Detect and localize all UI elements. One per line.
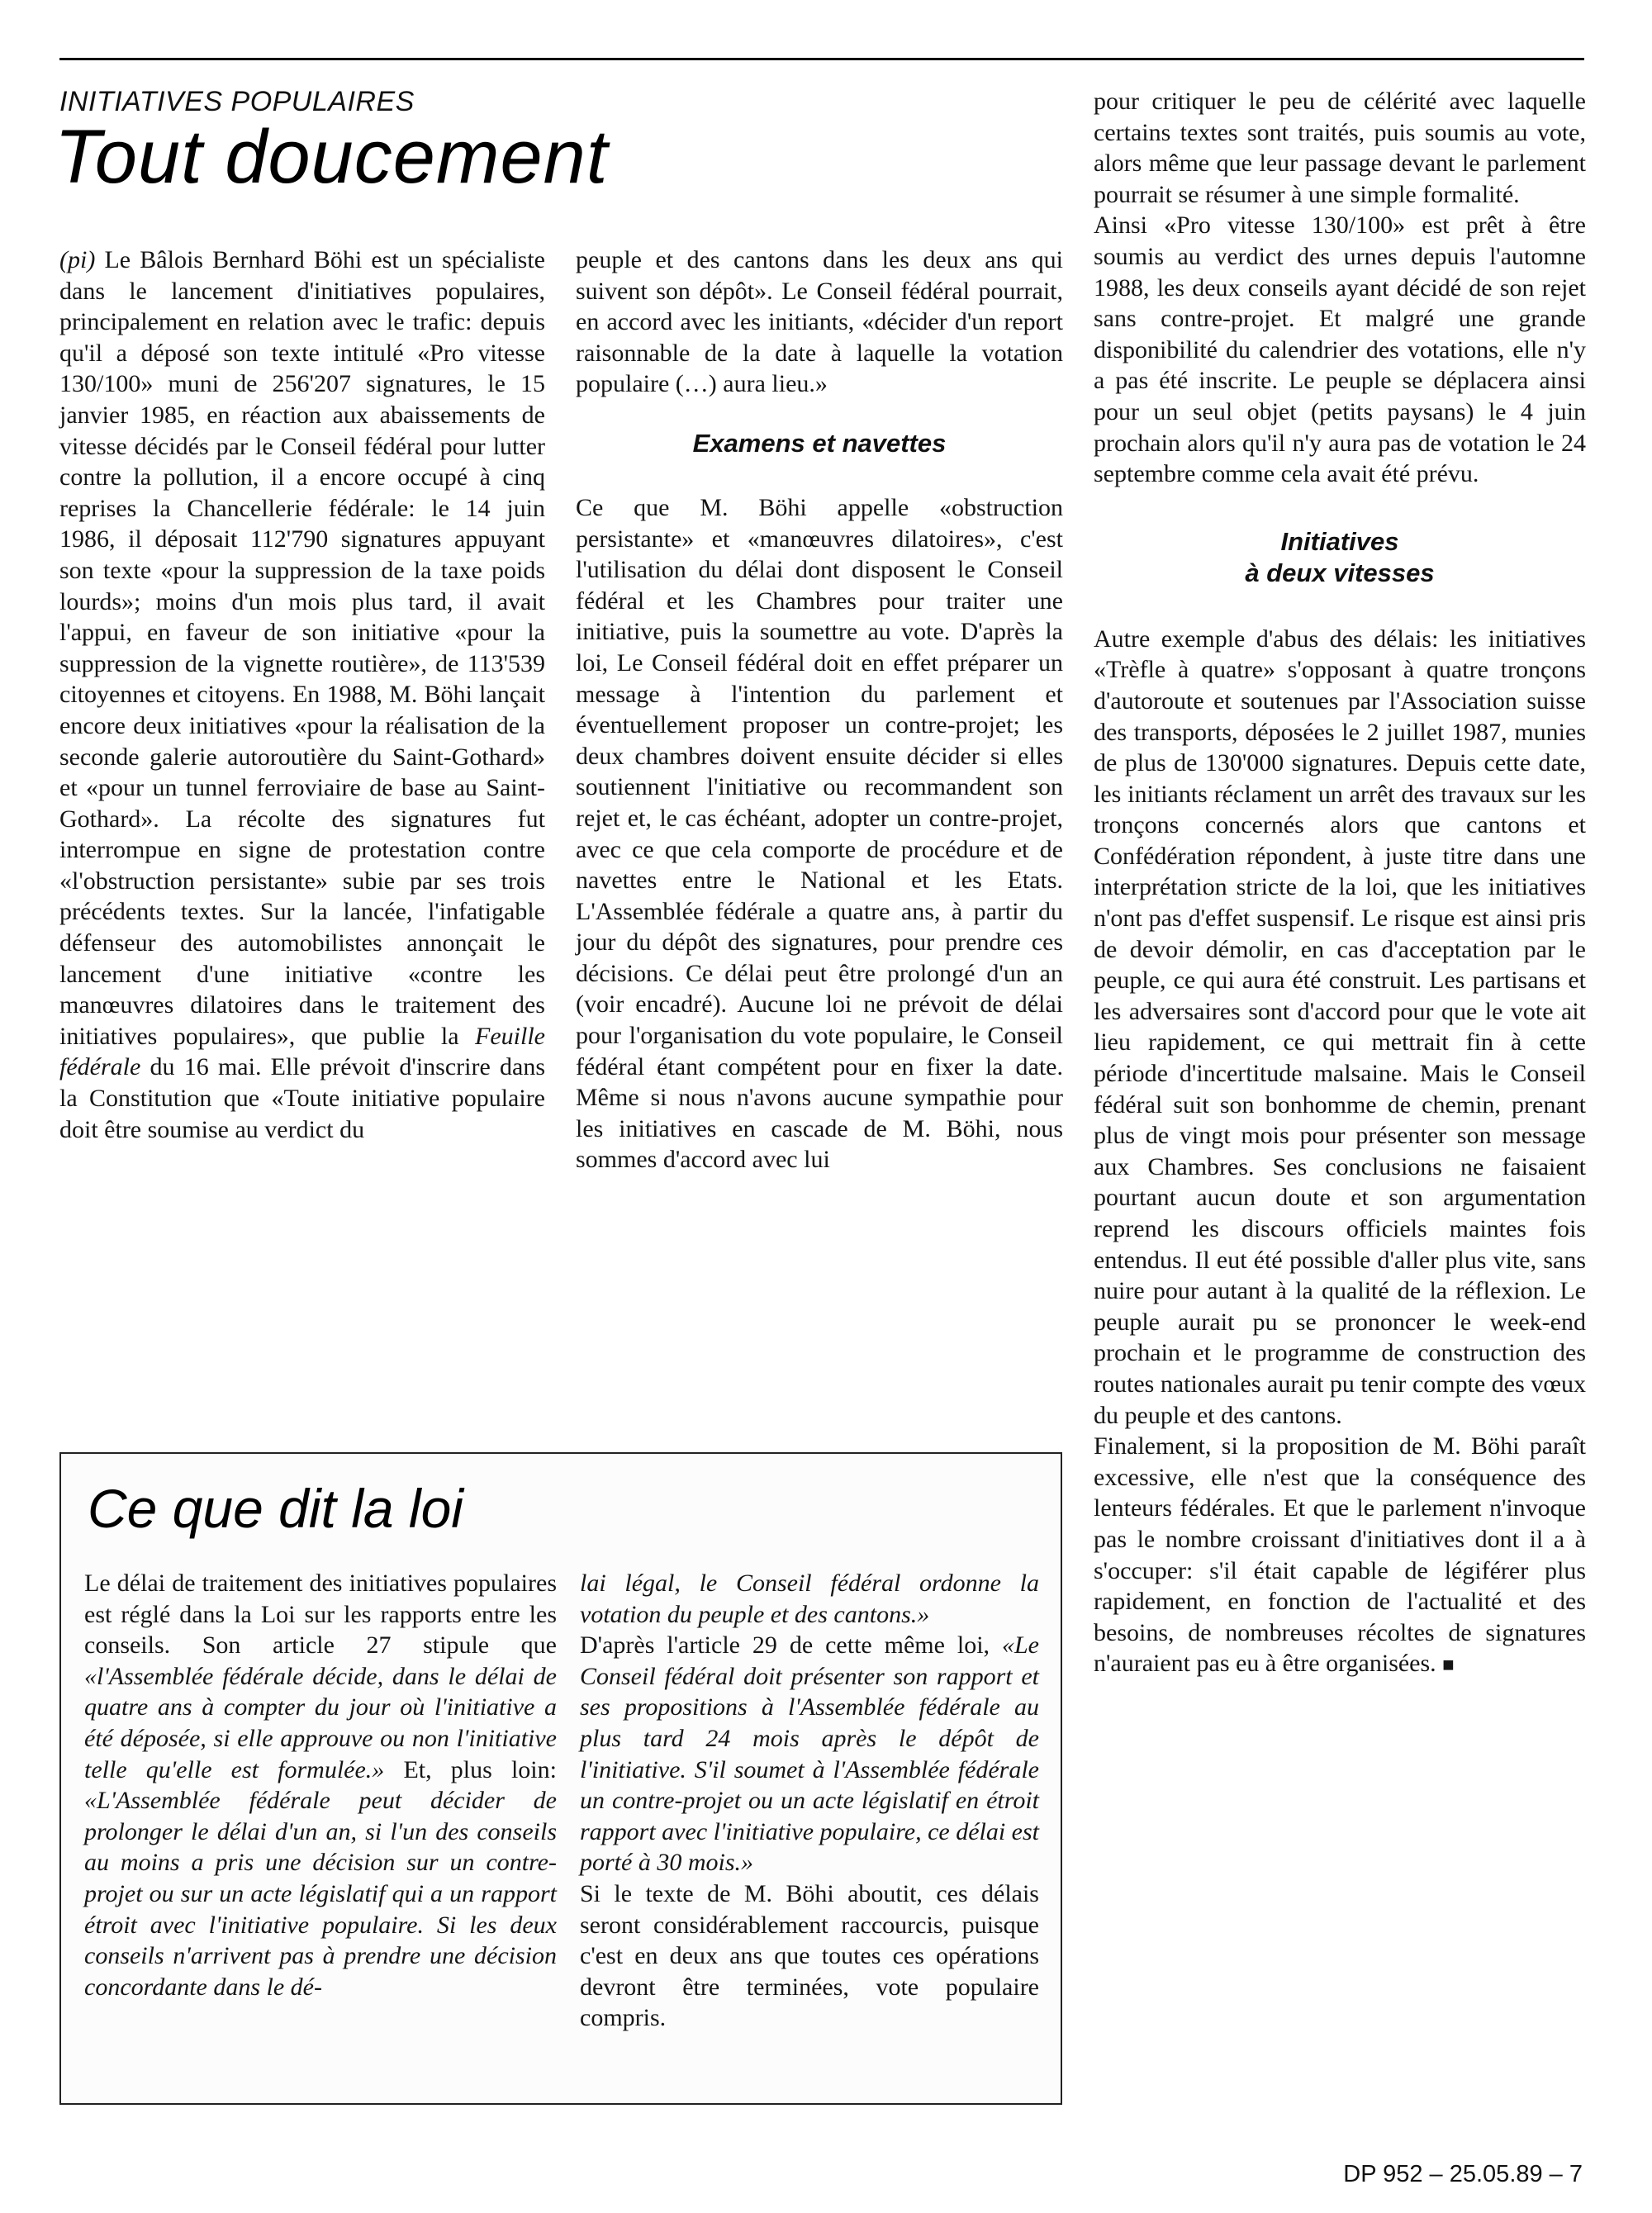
article-title: Tout doucement xyxy=(55,115,609,199)
box-paragraph: Si le texte de M. Böhi aboutit, ces délais seront considérablement raccourcis, puisque c'est en deux ans que toutes ces opérations devront être terminées, vote populaire compris. xyxy=(580,1879,1039,2032)
box-paragraph xyxy=(580,1630,1039,1878)
sidebar-box xyxy=(59,1452,1062,2105)
box-column-2 xyxy=(580,1568,1039,2034)
article-paragraph: Ce que M. Böhi appelle «obstruction persistante» et «manœuvres dilatoires», c'est l'utilisation du délai dont disposent le Conseil fédéral et les Chambres pour traiter une initiative, puis la soumettre au vote. D'après la loi, Le Conseil fédéral doit en effet préparer un message à l'intention du parlement et éventuellement proposer un contre-projet; les deux chambres doivent ensuite décider si elles soutiennent l'initiative ou recommandent son rejet et, le cas échéant, adopter un contre-projet, avec ce que cela comporte de procédure et de navettes entre le National et les Etats. L'Assemblée fédérale a quatre ans, à partir du jour du dépôt des signatures, pour prendre ces décisions. Ce délai peut être prolongé d'un an (voir encadré). Aucune loi ne prévoit de délai pour l'organisation du vote populaire, le Conseil fédéral étant compétent pour en fixer la date. Même si nous n'avons aucune sympathie pour les initiatives en cascade de M. Böhi, nous sommes d'accord avec lui xyxy=(576,493,1063,1174)
publication-name: Feuille fédérale xyxy=(59,1022,545,1081)
law-quote: «L'Assemblée fédérale peut décider de prolonger le délai d'un an, si l'un des conseils au moins a pris une décision sur un contre-projet ou sur un acte législatif qui a un rapport étroit avec l'initiative populaire. Si les deux conseils n'arrivent pas à prendre une décision concordante dans le dé- xyxy=(84,1787,557,2001)
paragraph-text: Finalement, si la proposition de M. Böhi paraît excessive, elle n'est que la conséquence des lenteurs fédérales. Et que le parlement n'invoque pas le nombre croissant d'initiatives dont il a à s'occuper: s'il était capable de légiférer plus rapidement, en fonction de l'actualité et des besoins, de nombreuses récoltes de signatures n'auraient pas eu à être organisées. xyxy=(1094,1432,1586,1678)
article-paragraph xyxy=(59,245,545,1145)
paragraph-text: D'après l'article 29 de cette même loi, xyxy=(580,1631,1002,1660)
article-column-1 xyxy=(59,245,545,1145)
article-column-3 xyxy=(1094,86,1586,1682)
author-initials: (pi) xyxy=(59,246,96,273)
box-title: Ce que dit la loi xyxy=(88,1478,463,1539)
page-footer: DP 952 – 25.05.89 – 7 xyxy=(1343,2161,1583,2187)
article-paragraph: peuple et des cantons dans les deux ans qui suivent son dépôt». Le Conseil fédéral pourrait, en accord avec les initiants, «décider d'un report raisonnable de la date à laquelle la votation populaire (…) aura lieu.» xyxy=(576,246,1063,398)
box-paragraph xyxy=(84,1568,557,2002)
law-quote: «Le Conseil fédéral doit présenter son rapport et ses propositions à l'Assemblée fédérale au plus tard 24 mois après le dépôt de l'initiative. S'il soumet à l'Assemblée fédérale un contre-projet ou un acte législatif en étroit rapport avec l'initiative populaire, ce délai est porté à 30 mois.» xyxy=(580,1631,1040,1877)
subheading-examens: Examens et navettes xyxy=(692,428,947,458)
article-column-2 xyxy=(576,245,1063,1175)
article-paragraph xyxy=(1094,1431,1586,1682)
end-mark: ■ xyxy=(1442,1655,1455,1677)
box-column-1 xyxy=(84,1568,557,2002)
paragraph-text: du 16 mai. Elle prévoit d'inscrire dans la Constitution que «Toute initiative populaire doit être soumise au verdict du xyxy=(59,1053,545,1143)
paragraph-text: Le Bâlois Bernhard Böhi est un spécialiste dans le lancement d'initiatives populaires, principalement en relation avec le trafic: depuis qu'il a déposé son texte intitulé «Pro vitesse 130/100» muni de 256'207 signatures, le 15 janvier 1985, en réaction aux abaissements de vitesse décidés par le Conseil fédéral pour lutter contre la pollution, il a encore occupé à cinq reprises la Chancellerie fédérale: le 14 juin 1986, il déposait 112'790 signatures appuyant son texte «pour la suppression de la taxe poids lourds»; moins d'un mois plus tard, il avait l'appui, en faveur de son initiative «pour la suppression de la vignette routière», de 113'539 citoyennes et citoyens. En 1988, M. Böhi lançait encore deux initiatives «pour la réalisation de la seconde galerie autoroutière du Saint-Gothard» et «pour un tunnel ferroviaire de base au Saint-Gothard». La récolte des signatures fut interrompue en signe de protestation contre «l'obstruction persistante» subie par ses trois précédents textes. Sur la lancée, l'infatigable défenseur des automobilistes annonçait le lancement d'une initiative «contre les manœuvres dilatoires dans le traitement des initiatives populaires», que publie la xyxy=(59,246,545,1050)
law-quote: lai légal, le Conseil fédéral ordonne la votation du peuple et des cantons.» xyxy=(580,1570,1039,1628)
paragraph-text: Le délai de traitement des initiatives populaires est réglé dans la Loi sur les rapports entre les conseils. Son article 27 stipule que xyxy=(84,1570,557,1660)
article-paragraph: Ainsi «Pro vitesse 130/100» est prêt à être soumis au verdict des urnes depuis l'automne 1988, les deux conseils ayant décidé de son rejet sans contre-projet. Et malgré une grande disponibilité du calendrier des votations, elle n'y a pas été inscrite. Le peuple se déplacera ainsi pour un seul objet (petits paysans) le 4 juin prochain alors qu'il n'y aura pas de votation le 24 septembre comme cela avait été prévu. xyxy=(1094,211,1586,488)
top-rule xyxy=(59,58,1584,60)
subheading-line: à deux vitesses xyxy=(1245,558,1435,587)
subheading-initiatives xyxy=(1094,526,1586,589)
subheading-line: Initiatives xyxy=(1280,526,1399,556)
article-paragraph: pour critiquer le peu de célérité avec laquelle certains textes sont traités, puis soumis au vote, alors même que leur passage devant le parlement pourrait se résumer à une simple formalité. xyxy=(1094,88,1586,208)
section-kicker: INITIATIVES POPULAIRES xyxy=(59,86,415,117)
law-quote: «l'Assemblée fédérale décide, dans le délai de quatre ans à compter du jour où l'initiative a été déposée, si elle approuve ou non l'initiative telle qu'elle est formulée.» xyxy=(84,1662,557,1783)
paragraph-text: Et, plus loin: xyxy=(384,1755,557,1783)
article-paragraph: Autre exemple d'abus des délais: les initiatives «Trèfle à quatre» s'opposant à quatre tronçons d'autoroute et soutenues par l'Association suisse des transports, déposées le 2 juillet 1987, munies de plus de 130'000 signatures. Depuis cette date, les initiants réclament un arrêt des travaux sur les tronçons concernés alors que cantons et Confédération répondent, à juste titre dans une interprétation stricte de la loi, que les initiatives n'ont pas d'effet suspensif. Le risque est ainsi pris de devoir démolir, en cas d'acceptation par le peuple, ce qui aura été construit. Les partisans et les adversaires sont d'accord pour que le vote ait lieu rapidement, ce qui mettrait fin à cette période d'incertitude malsaine. Mais le Conseil fédéral suit son bonhomme de chemin, prenant plus de vingt mois pour présenter son message aux Chambres. Ses conclusions ne faisaient pourtant aucun doute et son argumentation reprend les discours officiels maintes fois entendus. Il eut été possible d'aller plus vite, sans nuire pour autant à la qualité de la réflexion. Le peuple aurait pu se prononcer le week-end prochain et le programme de construction des routes nationales aurait pu tenir compte des vœux du peuple et des cantons. xyxy=(1094,624,1586,1429)
box-paragraph xyxy=(580,1568,1039,1630)
